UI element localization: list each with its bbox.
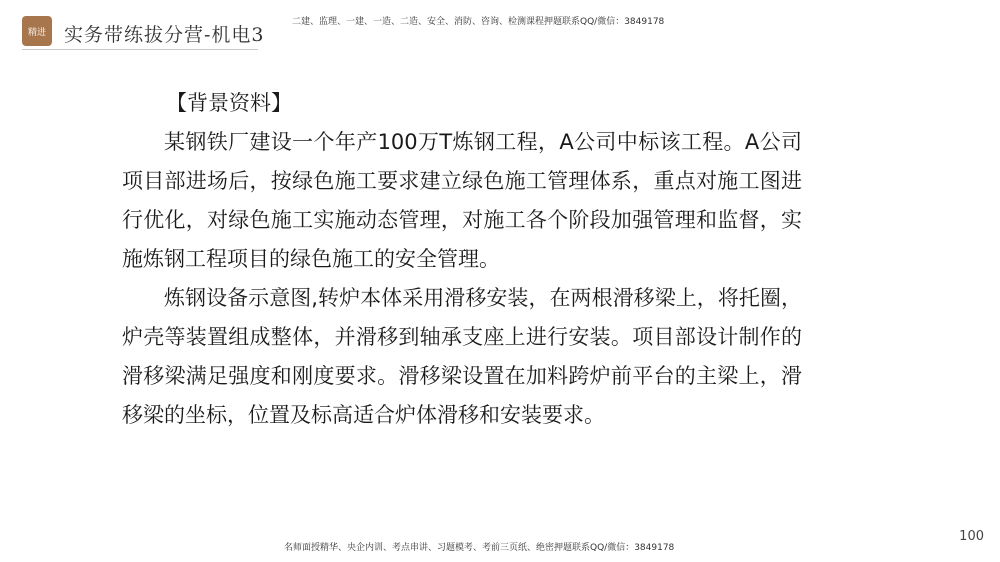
- header-promo-text: 二建、监理、一建、一造、二造、安全、消防、咨询、检测课程押题联系QQ/微信：3849178: [292, 17, 665, 27]
- paragraph-2: 炼钢设备示意图,转炉本体采用滑移安装，在两根滑移梁上，将托圈，炉壳等装置组成整体，并滑移到轴承支座上进行安装。项目部设计制作的滑移梁满足强度和刚度要求。滑移梁设置在加料跨炉前平台的主梁上，滑移梁的坐标，位置及标高适合炉体滑移和安装要求。: [122, 286, 802, 427]
- section-heading: 【背景资料】: [166, 91, 292, 115]
- footer-promo-text: 名师面授精华、央企内训、考点串讲、习题模考、考前三页纸、绝密押题联系QQ/微信：3849178: [284, 543, 675, 553]
- page-number: 100: [959, 529, 984, 544]
- course-title: 实务带练拔分营-机电3: [64, 24, 265, 46]
- slide-content: [122, 84, 802, 435]
- brand-logo: [22, 16, 52, 46]
- paragraph-1: 某钢铁厂建设一个年产100万T炼钢工程，A公司中标该工程。A公司项目部进场后，按绿色施工要求建立绿色施工管理体系，重点对施工图进行优化，对绿色施工实施动态管理，对施工各个阶段加强管理和监督，实施炼钢工程项目的绿色施工的安全管理。: [122, 130, 802, 271]
- logo-text: 精进: [27, 27, 46, 38]
- title-divider: [22, 49, 258, 50]
